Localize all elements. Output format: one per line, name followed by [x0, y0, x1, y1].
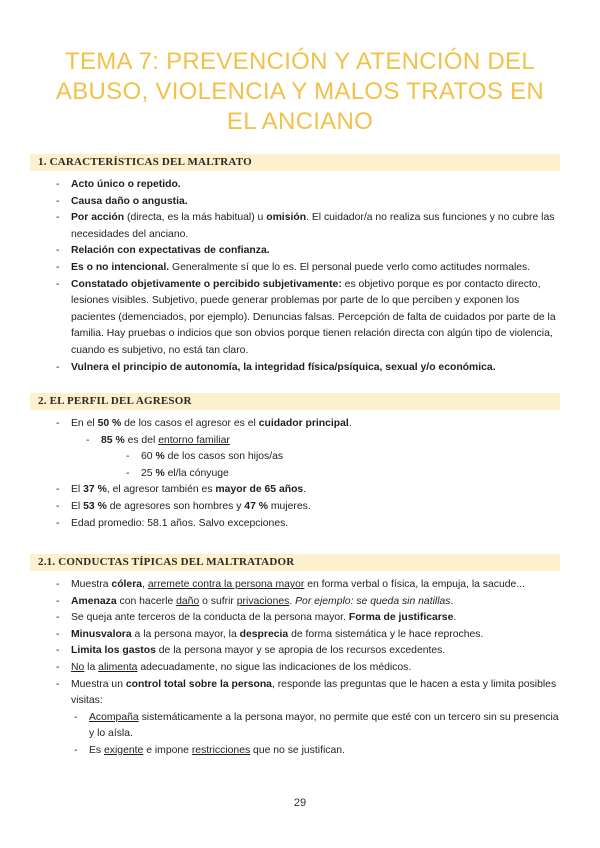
list-caracteristicas: [56, 177, 566, 376]
section-heading-conductas: [30, 554, 560, 571]
list-item: - Muestra cólera, arremete contra la persona mayor en forma verbal o física, la empuja, la sacude...: [56, 577, 566, 594]
list-item: - 85 % es del entorno familiar: [86, 433, 566, 450]
list-item: - Es exigente e impone restricciones que no se justifican.: [74, 743, 559, 760]
title-line: EL ANCIANO: [226, 108, 374, 135]
list-item: - Se queja ante terceros de la conducta de la persona mayor. Forma de justificarse.: [56, 610, 566, 627]
list-item: - Acompaña sistemáticamente a la persona mayor, no permite que esté con un tercero sin su presencia y lo aísla.: [74, 710, 559, 743]
list-item: - Limita los gastos de la persona mayor y se apropia de los recursos excedentes.: [56, 643, 566, 660]
title-line: TEMA 7: PREVENCIÓN Y ATENCIÓN DEL: [64, 48, 536, 75]
section-heading-caracteristicas: [30, 154, 560, 171]
list-item: - Constatado objetivamente o percibido subjetivamente: es objetivo porque es por contacto directo, lesiones visibles. Subjetivo, puede generar problemas por parte de lo que perciben y exponen los pacientes (demenciados, por ejemplo). Denuncias falsas. Percepción de falta de cuidados por parte de la familia. Hay pruebas o indicios que son obvios porque tienen relación directa con algún tipo de violencia, cuando es subjetivo, no está tan claro.: [56, 277, 566, 360]
list-item: - Relación con expectativas de confianza.: [56, 243, 566, 260]
page-number: 29: [293, 797, 307, 809]
list-item: - 60 % de los casos son hijos/as: [126, 449, 566, 466]
section-heading-text: 2. EL PERFIL DEL AGRESOR: [38, 395, 192, 407]
page-title: [30, 47, 570, 137]
title-line: ABUSO, VIOLENCIA Y MALOS TRATOS EN: [55, 78, 545, 105]
list-perfil-agresor: [56, 416, 566, 532]
section-heading-text: 2.1. CONDUCTAS TÍPICAS DEL MALTRATADOR: [38, 556, 295, 568]
list-item: - Amenaza con hacerle daño o sufrir privaciones. Por ejemplo: se queda sin natillas.: [56, 594, 566, 611]
list-item: - Es o no intencional. Generalmente sí que lo es. El personal puede verlo como actitudes normales.: [56, 260, 566, 277]
list-item: - Minusvalora a la persona mayor, la desprecia de forma sistemática y le hace reproches.: [56, 627, 566, 644]
list-item: - Por acción (directa, es la más habitual) u omisión. El cuidador/a no realiza sus funciones y no cubre las necesidades del anciano.: [56, 210, 566, 243]
list-item: - Causa daño o angustia.: [56, 194, 566, 211]
list-item: - El 37 %, el agresor también es mayor de 65 años.: [56, 482, 566, 499]
list-item: - Muestra un control total sobre la persona, responde las preguntas que le hacen a esta y limita posibles visitas:: [56, 677, 566, 710]
list-item: - No la alimenta adecuadamente, no sigue las indicaciones de los médicos.: [56, 660, 566, 677]
list-item: - En el 50 % de los casos el agresor es el cuidador principal.: [56, 416, 566, 433]
section-heading-perfil-agresor: [30, 393, 560, 410]
list-item: - 25 % el/la cónyuge: [126, 466, 566, 483]
list-item: - Vulnera el principio de autonomía, la integridad física/psíquica, sexual y/o económica.: [56, 360, 566, 377]
list-item: - Edad promedio: 58.1 años. Salvo excepciones.: [56, 516, 566, 533]
list-item: - Acto único o repetido.: [56, 177, 566, 194]
section-heading-text: 1. CARACTERÍSTICAS DEL MALTRATO: [38, 156, 252, 168]
list-conductas: [56, 577, 566, 760]
list-item: - El 53 % de agresores son hombres y 47 % mujeres.: [56, 499, 566, 516]
